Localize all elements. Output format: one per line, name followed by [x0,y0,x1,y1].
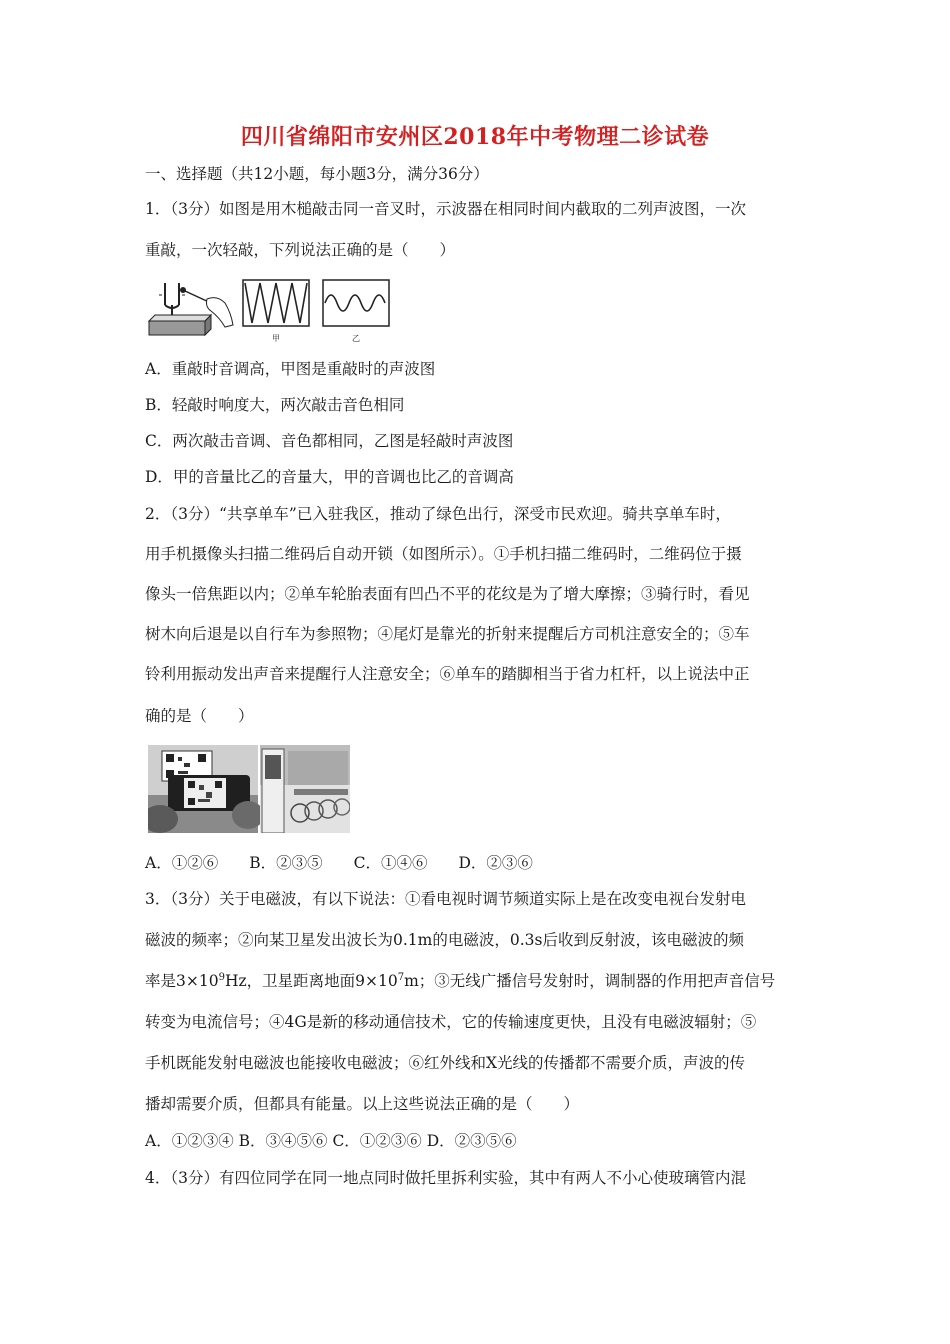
q3-line-3-part-3: m；③无线广播信号发射时，调制器的作用把声音信号 [404,972,776,990]
q3-stem-line-5: 手机既能发射电磁波也能接收电磁波；⑥红外线和X光线的传播都不需要介质，声波的传 [145,1054,746,1072]
tuning-fork-illustration [149,283,233,335]
q1-option-a: A．重敲时音调高，甲图是重敲时的声波图 [145,360,436,378]
bike-row-photo [260,745,350,833]
q1-stem-line-2: 重敲，一次轻敲，下列说法正确的是（ ） [145,241,456,259]
q1-option-b: B．轻敲时响度大，两次敲击音色相同 [145,396,405,414]
q4-stem-line-1: 4．（3分）有四位同学在同一地点同时做托里拆利实验，其中有两人不小心使玻璃管内混 [145,1169,746,1187]
q2-stem-line-2: 用手机摄像头扫描二维码后自动开锁（如图所示）。①手机扫描二维码时，二维码位于摄 [145,545,742,563]
exam-title: 四川省绵阳市安州区2018年中考物理二诊试卷 [240,124,710,150]
q3-exponent-2: 7 [397,971,405,983]
q3-exponent-1: 9 [218,971,225,983]
q3-stem-line-2: 磁波的频率；②向某卫星发出波长为0.1m的电磁波，0.3s后收到反射波，该电磁波的频 [145,931,744,949]
q2-options: A．①②⑥ B．②③⑤ C．①④⑥ D．②③⑥ [145,854,533,872]
q1-tuning-fork-oscilloscope-figure [145,277,395,349]
q2-stem-line-6: 确的是（ ） [145,707,254,725]
waveform-a-label: 甲 [272,334,280,343]
q3-stem-line-3 [145,971,775,991]
waveform-b-label: 乙 [352,334,360,343]
q1-option-c: C．两次敲击音调、音色都相同，乙图是轻敲时声波图 [145,432,514,450]
q2-stem-line-5: 铃利用振动发出声音来提醒行人注意安全；⑥单车的踏脚相当于省力杠杆，以上说法中正 [145,665,750,683]
q2-stem-line-4: 树木向后退是以自行车为参照物；④尾灯是靠光的折射来提醒后方司机注意安全的；⑤车 [145,625,750,643]
q3-stem-line-1: 3．（3分）关于电磁波，有以下说法：①看电视时调节频道实际上是在改变电视台发射电 [145,890,746,908]
waveform-a-panel [243,280,309,326]
phone-scanning-qr-photo [148,745,264,833]
q3-options: A．①②③④ B．③④⑤⑥ C．①②③⑥ D．②③⑤⑥ [145,1132,517,1150]
q2-stem-line-1: 2．（3分）“共享单车”已入驻我区，推动了绿色出行，深受市民欢迎。骑共享单车时， [145,505,731,523]
section-heading: 一、选择题（共12小题，每小题3分，满分36分） [145,165,489,183]
waveform-b-panel [323,280,389,326]
q1-stem-line-1: 1．（3分）如图是用木槌敲击同一音叉时，示波器在相同时间内截取的二列声波图，一次 [145,200,746,218]
q3-line-3-part-2: Hz，卫星距离地面9×10 [224,972,398,990]
q2-stem-line-3: 像头一倍焦距以内；②单车轮胎表面有凹凸不平的花纹是为了增大摩擦；③骑行时，看见 [145,585,750,603]
q3-stem-line-4: 转变为电流信号；④4G是新的移动通信技术，它的传输速度更快，且没有电磁波辐射；⑤ [145,1013,757,1031]
q2-shared-bike-photo [148,745,350,833]
q3-line-3-part-1: 率是3×10 [145,972,219,990]
q3-stem-line-6: 播却需要介质，但都具有能量。以上这些说法正确的是（ ） [145,1095,580,1113]
q1-option-d: D．甲的音量比乙的音量大，甲的音调也比乙的音调高 [145,468,514,486]
